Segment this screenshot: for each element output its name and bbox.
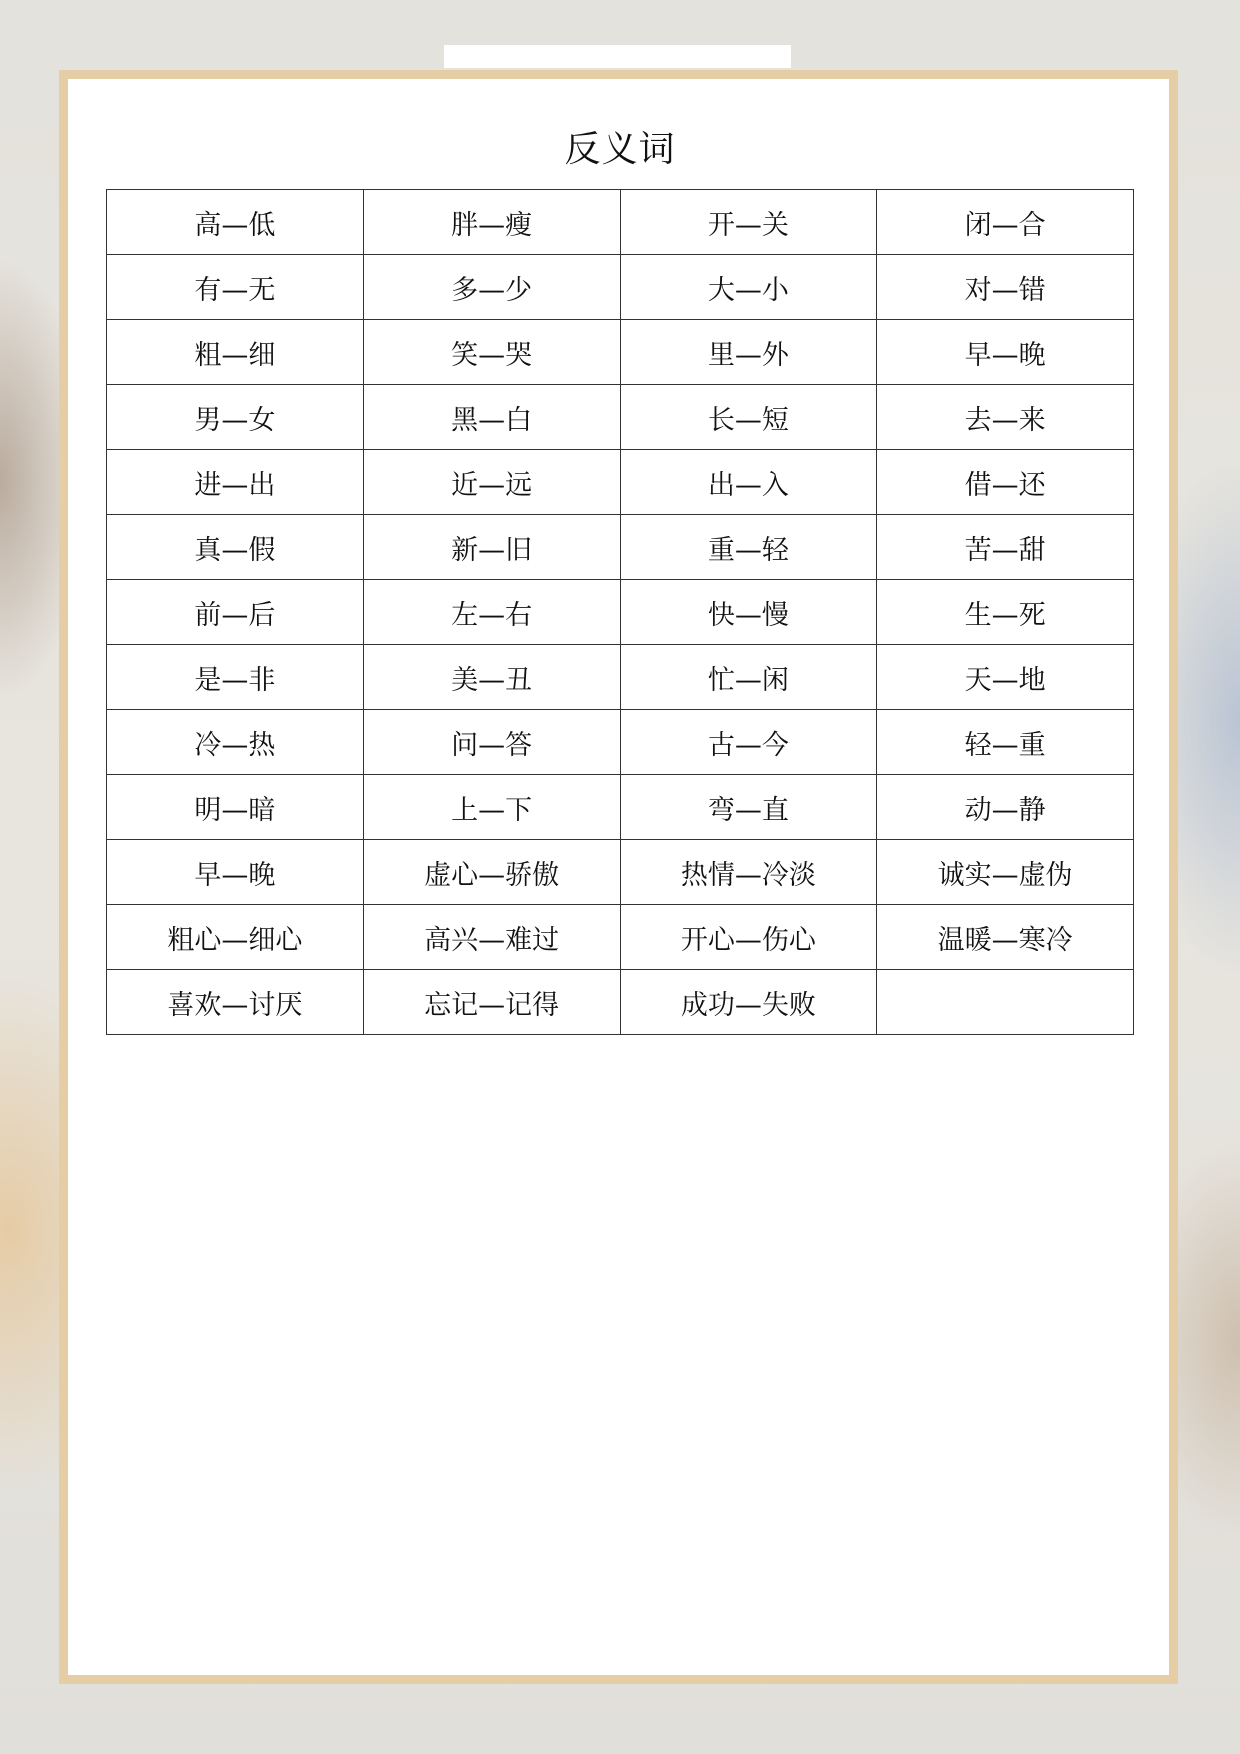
table-cell: 对—错 [877,255,1134,320]
table-cell: 轻—重 [877,710,1134,775]
table-cell: 早—晚 [877,320,1134,385]
table-cell: 快—慢 [620,580,877,645]
table-row [107,905,1134,970]
table-cell: 忘记—记得 [363,970,620,1035]
table-cell: 冷—热 [107,710,364,775]
table-cell: 明—暗 [107,775,364,840]
table-cell: 胖—瘦 [363,190,620,255]
table-row [107,255,1134,320]
table-row [107,450,1134,515]
table-cell: 闭—合 [877,190,1134,255]
table-cell: 弯—直 [620,775,877,840]
table-cell: 笑—哭 [363,320,620,385]
table-cell: 热情—冷淡 [620,840,877,905]
table-row [107,645,1134,710]
table-cell: 真—假 [107,515,364,580]
table-cell: 天—地 [877,645,1134,710]
table-row [107,385,1134,450]
table-cell: 是—非 [107,645,364,710]
table-cell: 前—后 [107,580,364,645]
table-row [107,515,1134,580]
table-row [107,580,1134,645]
table-cell: 开—关 [620,190,877,255]
top-paper-tab [444,45,791,68]
table-row [107,970,1134,1035]
table-row [107,775,1134,840]
table-cell: 黑—白 [363,385,620,450]
table-cell: 美—丑 [363,645,620,710]
table-row [107,710,1134,775]
table-cell: 高兴—难过 [363,905,620,970]
table-cell: 喜欢—讨厌 [107,970,364,1035]
table-cell: 动—静 [877,775,1134,840]
table-cell: 进—出 [107,450,364,515]
table-row [107,840,1134,905]
table-cell: 问—答 [363,710,620,775]
table-cell: 大—小 [620,255,877,320]
table-cell: 古—今 [620,710,877,775]
table-cell: 生—死 [877,580,1134,645]
antonym-table [106,189,1134,1035]
table-cell: 成功—失败 [620,970,877,1035]
table-cell: 上—下 [363,775,620,840]
table-cell: 苦—甜 [877,515,1134,580]
table-row [107,320,1134,385]
table-cell: 高—低 [107,190,364,255]
page-title: 反义词 [564,129,676,170]
table-cell: 里—外 [620,320,877,385]
table-row [107,190,1134,255]
table-cell: 早—晚 [107,840,364,905]
table-cell: 出—入 [620,450,877,515]
table-cell: 近—远 [363,450,620,515]
table-cell: 粗—细 [107,320,364,385]
table-cell: 新—旧 [363,515,620,580]
table-cell: 虚心—骄傲 [363,840,620,905]
table-cell: 诚实—虚伪 [877,840,1134,905]
table-cell: 粗心—细心 [107,905,364,970]
table-cell: 长—短 [620,385,877,450]
table-cell: 借—还 [877,450,1134,515]
table-cell: 多—少 [363,255,620,320]
table-cell: 男—女 [107,385,364,450]
table-cell-empty [877,970,1134,1035]
table-cell: 温暖—寒冷 [877,905,1134,970]
table-cell: 去—来 [877,385,1134,450]
table-cell: 开心—伤心 [620,905,877,970]
table-cell: 左—右 [363,580,620,645]
table-cell: 重—轻 [620,515,877,580]
table-cell: 有—无 [107,255,364,320]
table-cell: 忙—闲 [620,645,877,710]
